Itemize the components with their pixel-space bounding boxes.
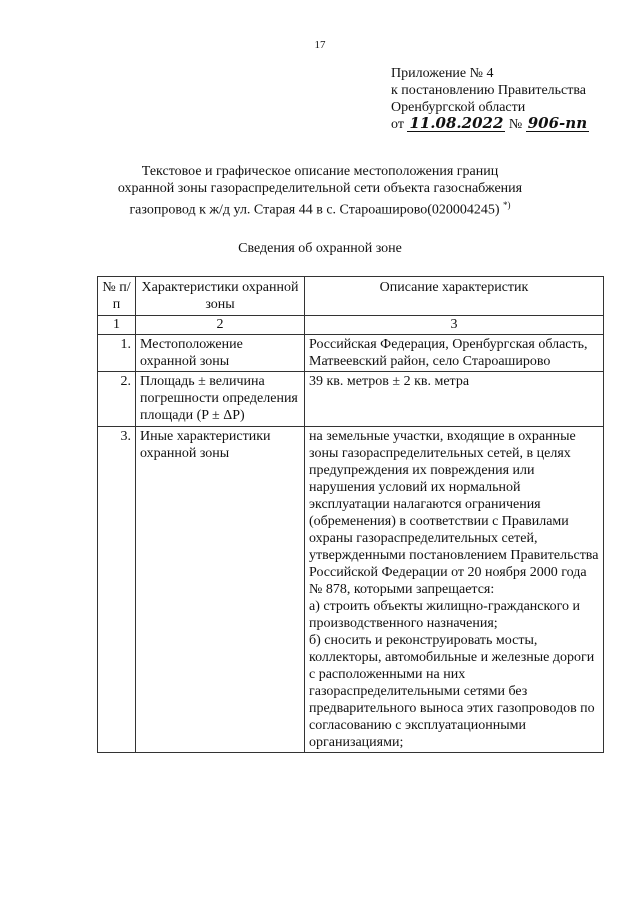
title-line-2: охранной зоны газораспределительной сети объекта газоснабжения: [117, 181, 523, 196]
header-characteristic: Характеристики охранной зоны: [136, 277, 305, 316]
table-row: [98, 372, 604, 427]
row-number: 1.: [98, 335, 136, 372]
title-line-3-text: газопровод к ж/д ул. Старая 44 в с. Староаширово(020004245): [129, 202, 500, 218]
zone-info-table: [97, 276, 604, 753]
appendix-title: Приложение № 4: [391, 66, 494, 81]
footnote-mark: *): [503, 200, 511, 210]
row-number: 3.: [98, 427, 136, 753]
row-description: 39 кв. метров ± 2 кв. метра: [305, 372, 604, 427]
row-description: на земельные участки, входящие в охранные зоны газораспределительных сетей, в целях предупреждения их повреждения или нарушения условий их нормальной эксплуатации налагаются ограничения (обременения) в соответствии с Правилами охраны газораспределительных сетей, утвержденными постановлением Правительства Российской Федерации от 20 ноября 2000 года № 878, которыми запрещается: а) строить объекты жилищно-гражданского и производственного назначения; б) сносить и реконструировать мосты, коллекторы, автомобильные и железные дороги с расположенными на них газораспределительными сетями без предварительного выноса этих газопроводов по согласованию с эксплуатационными организациями;: [305, 427, 604, 753]
table-row: [98, 427, 604, 753]
row-characteristic: Площадь ± величина погрешности определения площади (P ± ΔP): [136, 372, 305, 427]
column-number: 2: [136, 316, 305, 335]
date-prefix: от: [391, 117, 404, 132]
table-header-row: [98, 277, 604, 316]
handwritten-date: 11.08.2022: [409, 114, 504, 132]
column-number: 3: [305, 316, 604, 335]
appendix-region-line: Оренбургской области: [391, 100, 526, 115]
handwritten-number: 906-пп: [527, 114, 588, 132]
title-line-3: [60, 197, 580, 219]
document-title: [60, 163, 580, 219]
section-subtitle: Сведения об охранной зоне: [238, 241, 402, 256]
row-description: Российская Федерация, Оренбургская область, Матвеевский район, село Староаширово: [305, 335, 604, 372]
row-number: 2.: [98, 372, 136, 427]
column-number: 1: [98, 316, 136, 335]
table-row: [98, 335, 604, 372]
page-number: 17: [314, 39, 326, 51]
header-no: № п/п: [98, 277, 136, 316]
number-prefix: №: [508, 117, 523, 132]
appendix-date-line: [391, 116, 631, 133]
appendix-block: [391, 65, 631, 133]
row-characteristic: Иные характеристики охранной зоны: [136, 427, 305, 753]
header-description: Описание характеристик: [305, 277, 604, 316]
row-characteristic: Местоположение охранной зоны: [136, 335, 305, 372]
appendix-resolution-line: к постановлению Правительства: [391, 83, 587, 98]
title-line-1: Текстовое и графическое описание местоположения границ: [141, 164, 499, 179]
column-number-row: [98, 316, 604, 335]
